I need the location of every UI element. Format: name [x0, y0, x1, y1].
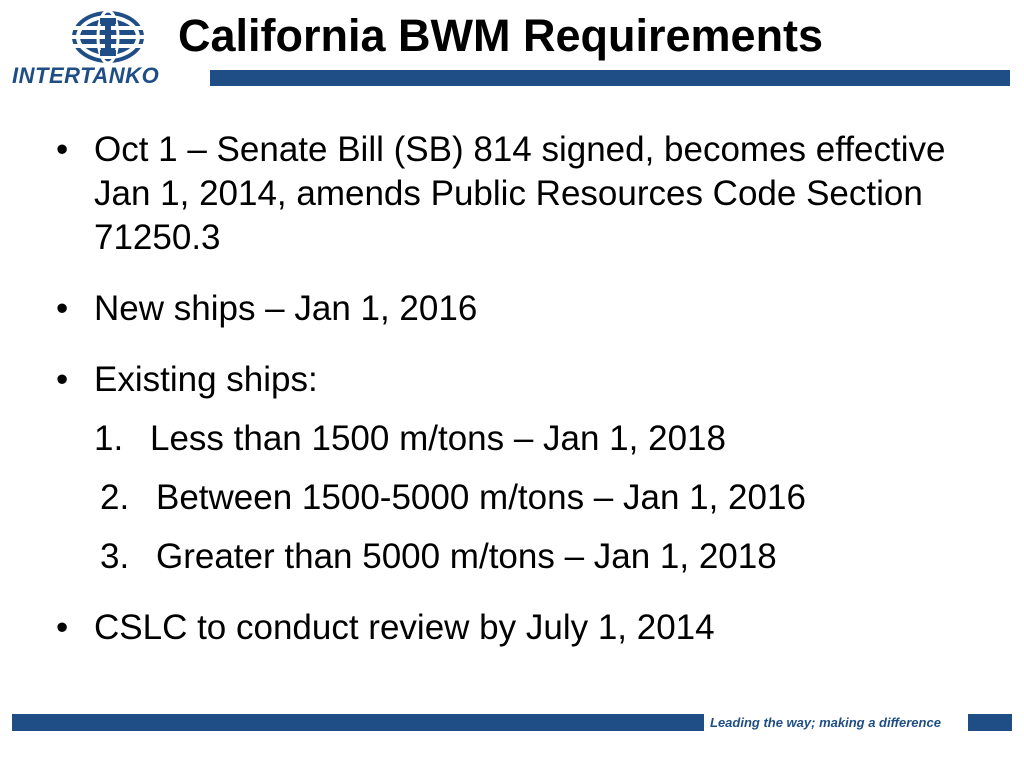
bullet-marker: • [56, 130, 69, 169]
bullet-text: Oct 1 – Senate Bill (SB) 814 signed, becomes effective Jan 1, 2014, amends Public Resources Code Section 71250.3 [94, 130, 946, 257]
bullet-item [56, 128, 976, 260]
numbered-item [100, 476, 976, 520]
bullet-text: New ships – Jan 1, 2016 [94, 289, 478, 328]
intertanko-globe-icon [68, 8, 148, 66]
bullet-marker: • [56, 360, 69, 399]
item-text: Between 1500-5000 m/tons – Jan 1, 2016 [156, 478, 806, 517]
item-text: Greater than 5000 m/tons – Jan 1, 2018 [156, 537, 777, 576]
header-divider-bar [210, 70, 1010, 86]
bullet-marker: • [56, 289, 69, 328]
footer-tagline: Leading the way; making a difference [710, 715, 941, 730]
item-number: 1. [94, 419, 124, 458]
bullet-item [56, 358, 976, 402]
page-title: California BWM Requirements [178, 10, 824, 61]
item-text: Less than 1500 m/tons – Jan 1, 2018 [150, 419, 726, 458]
footer-bar-left [12, 714, 704, 731]
item-number: 3. [100, 537, 130, 576]
bullet-item [56, 287, 976, 331]
logo-text: INTERTANKO [12, 63, 160, 88]
bullet-text: CSLC to conduct review by July 1, 2014 [94, 608, 715, 647]
footer-bar-right [968, 714, 1012, 731]
item-number: 2. [100, 478, 130, 517]
bullet-marker: • [56, 608, 69, 647]
bullet-item [56, 606, 976, 650]
slide-content [56, 128, 976, 650]
numbered-item [94, 417, 976, 461]
bullet-text: Existing ships: [94, 360, 318, 399]
numbered-item [100, 535, 976, 579]
